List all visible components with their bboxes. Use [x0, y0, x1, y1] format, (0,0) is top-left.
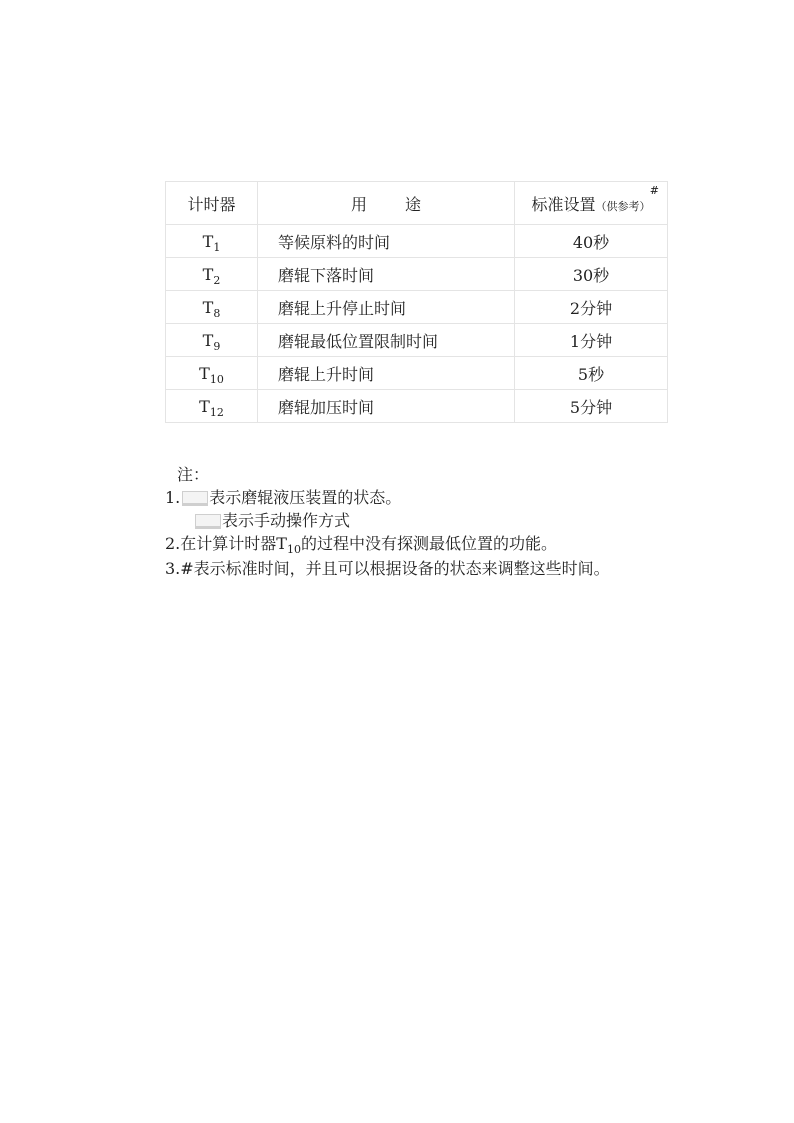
timer-cell — [166, 225, 258, 258]
header-usage-a: 用 — [350, 194, 367, 214]
note-number: 3. — [165, 559, 181, 578]
timer-subscript: 8 — [213, 306, 221, 320]
header-standard — [515, 182, 668, 225]
timer-letter: T — [202, 264, 214, 284]
usage-cell: 磨辊下落时间 — [258, 258, 515, 291]
timer-letter: T — [202, 330, 214, 350]
timer-subscript: 1 — [213, 240, 221, 254]
value-cell: 2分钟 — [515, 291, 668, 324]
timer-letter: T — [199, 363, 210, 383]
value-cell: 40秒 — [515, 225, 668, 258]
timer-cell — [166, 390, 258, 423]
value-cell: 5秒 — [515, 357, 668, 390]
table-row — [166, 357, 668, 390]
notes-section — [165, 463, 610, 580]
usage-cell: 磨辊上升时间 — [258, 357, 515, 390]
table-header-row — [166, 182, 668, 225]
table-row — [166, 258, 668, 291]
timer-letter: T — [202, 297, 214, 317]
notes-title: 注： — [177, 465, 210, 484]
table-row — [166, 291, 668, 324]
header-usage-b: 途 — [405, 194, 422, 214]
timer-cell — [166, 258, 258, 291]
value-cell: 5分钟 — [515, 390, 668, 423]
timer-cell — [166, 291, 258, 324]
timer-table — [165, 181, 668, 423]
header-timer: 计时器 — [166, 182, 258, 225]
timer-subscript: 12 — [209, 405, 224, 419]
header-standard-note: （供参考） — [595, 199, 651, 213]
timer-subscript: 9 — [213, 339, 221, 353]
usage-cell: 磨辊上升停止时间 — [258, 291, 515, 324]
usage-cell: 磨辊加压时间 — [258, 390, 515, 423]
table-row — [166, 390, 668, 423]
hydraulic-status-symbol-icon — [182, 491, 208, 506]
note-item-3 — [165, 557, 610, 580]
usage-cell: 磨辊最低位置限制时间 — [258, 324, 515, 357]
usage-cell: 等候原料的时间 — [258, 225, 515, 258]
timer-subscript: 10 — [209, 372, 224, 386]
note-number: 1. — [165, 488, 181, 507]
note-subscript: 10 — [286, 543, 301, 556]
timer-subscript: 2 — [213, 273, 221, 287]
note-text-pre: 在计算计时器T — [180, 534, 287, 553]
note-text: 表示磨辊液压装置的状态。 — [209, 488, 402, 507]
header-hash-mark: # — [649, 184, 659, 197]
table-row — [166, 225, 668, 258]
header-usage — [258, 182, 515, 225]
timer-letter: T — [199, 396, 210, 416]
note-text: #表示标准时间，并且可以根据设备的状态来调整这些时间。 — [180, 559, 610, 578]
note-item-1b — [193, 509, 610, 532]
timer-cell — [166, 324, 258, 357]
note-item-1 — [165, 486, 610, 509]
value-cell: 30秒 — [515, 258, 668, 291]
value-cell: 1分钟 — [515, 324, 668, 357]
note-item-2 — [165, 532, 610, 557]
note-text: 表示手动操作方式 — [222, 511, 351, 530]
note-text-post: 的过程中没有探测最低位置的功能。 — [300, 534, 557, 553]
manual-mode-symbol-icon — [195, 514, 221, 529]
timer-cell — [166, 357, 258, 390]
header-standard-label: 标准设置 — [531, 194, 596, 214]
timer-letter: T — [202, 231, 214, 251]
table-row — [166, 324, 668, 357]
note-number: 2. — [165, 534, 181, 553]
